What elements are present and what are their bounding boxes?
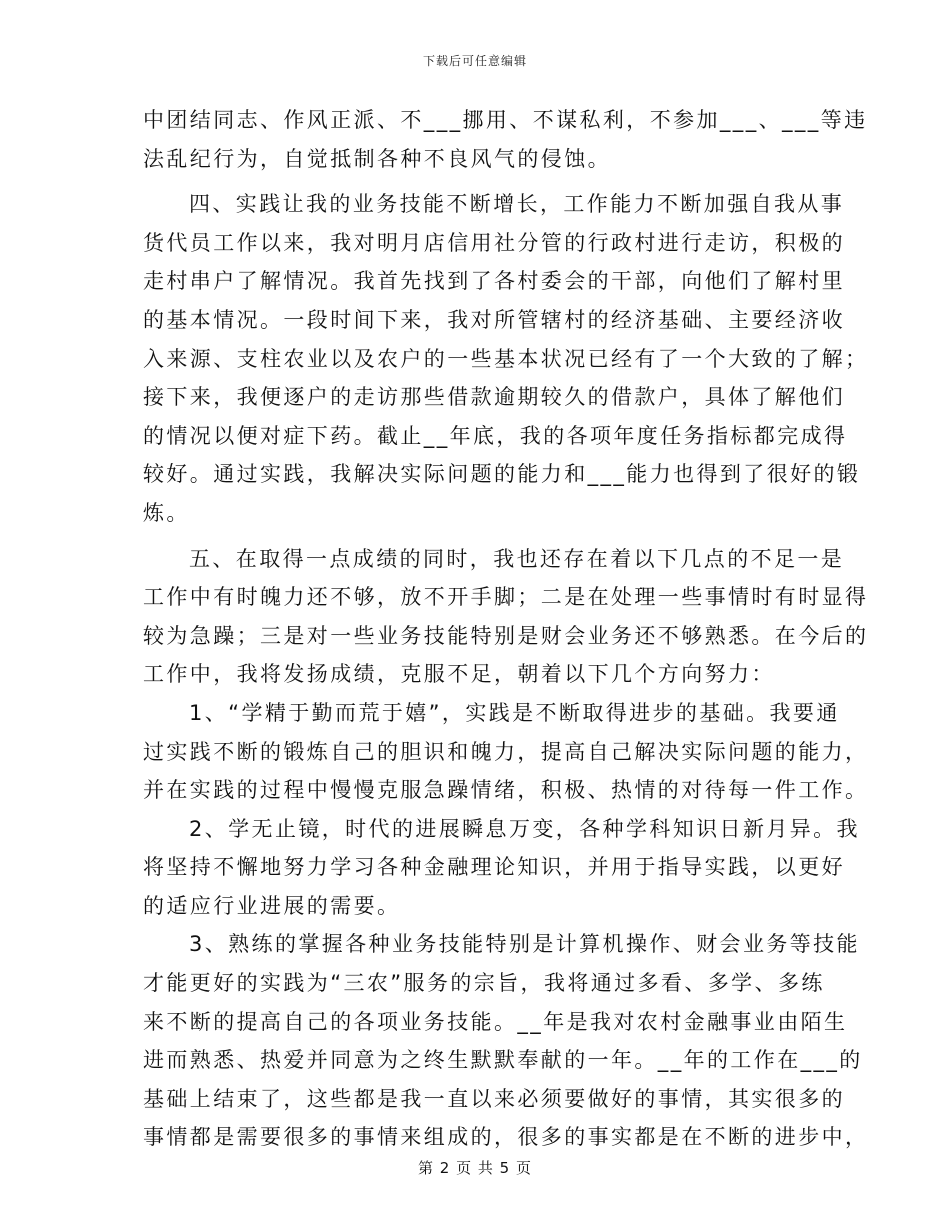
text-line: 过实践不断的锻炼自己的胆识和魄力，提高自己解决实际问题的能力， — [143, 739, 869, 764]
text-line: 较好。通过实践，我解决实际问题的能力和___能力也得到了很好的锻 — [143, 462, 861, 487]
text-line: 的基本情况。一段时间下来，我对所管辖村的经济基础、主要经济收 — [143, 307, 845, 332]
text-line: 五、在取得一点成绩的同时，我也还存在着以下几点的不足一是 — [189, 546, 845, 571]
text-line: 并在实践的过程中慢慢克服急躁情绪，积极、热情的对待每一件工作。 — [143, 778, 869, 803]
text-line: 走村串户了解情况。我首先找到了各村委会的干部，向他们了解村里 — [143, 269, 845, 294]
paragraph — [143, 101, 868, 178]
text-line: 事情都是需要很多的事情来组成的，很多的事实都是在不断的进步中， — [143, 1125, 869, 1150]
text-line: 的情况以便对症下药。截止__年底，我的各项年度任务指标都完成得 — [143, 423, 848, 448]
text-line: 进而熟悉、热爱并同意为之终生默默奉献的一年。__年的工作在___的 — [143, 1048, 863, 1073]
page-header: 下载后可任意编辑 — [422, 54, 527, 68]
text-line: 1、“学精于勤而荒于嬉”，实践是不断取得进步的基础。我要通 — [189, 700, 840, 725]
text-line: 四、实践让我的业务技能不断增长，工作能力不断加强自我从事 — [189, 192, 845, 217]
text-line: 货代员工作以来，我对明月店信用社分管的行政村进行走访，积极的 — [143, 230, 845, 255]
text-line: 2、学无止镜，时代的进展瞬息万变，各种学科知识日新月异。我 — [189, 816, 860, 841]
paragraph — [143, 925, 869, 1157]
text-line: 接下来，我便逐户的走访那些借款逾期较久的借款户，具体了解他们 — [143, 385, 845, 410]
text-line: 3、熟练的掌握各种业务技能特别是计算机操作、财会业务等技能 — [189, 932, 860, 957]
text-line: 的适应行业进展的需要。 — [143, 893, 401, 918]
text-line: 将坚持不懈地努力学习各种金融理论知识，并用于指导实践，以更好 — [143, 855, 845, 880]
text-line: 来不断的提高自己的各项业务技能。__年是我对农村金融事业由陌生 — [143, 1009, 848, 1034]
text-line: 法乱纪行为，自觉抵制各种不良风气的侵蚀。 — [143, 146, 611, 171]
text-line: 中团结同志、作风正派、不___挪用、不谋私利，不参加___、___等违 — [143, 108, 868, 132]
text-line: 才能更好的实践为“三农”服务的宗旨，我将通过多看、多学、多练 — [143, 971, 825, 996]
text-line: 工作中有时魄力还不够，放不开手脚；二是在处理一些事情时有时显得 — [143, 585, 869, 610]
paragraph — [143, 540, 869, 694]
text-line: 入来源、支柱农业以及农户的一些基本状况已经有了一个大致的了解； — [143, 346, 869, 371]
paragraph — [143, 694, 869, 810]
document-body — [143, 101, 869, 1157]
text-line: 炼。 — [143, 500, 190, 525]
text-line: 较为急躁；三是对一些业务技能特别是财会业务还不够熟悉。在今后的 — [143, 623, 869, 648]
paragraph — [143, 810, 860, 926]
paragraph — [143, 185, 869, 532]
text-line: 工作中，我将发扬成绩，克服不足，朝着以下几个方向努力： — [143, 662, 775, 687]
text-line: 基础上结束了，这些都是我一直以来必须要做好的事情，其实很多的 — [143, 1086, 845, 1111]
page-footer: 第 2 页 共 5 页 — [418, 1159, 532, 1177]
